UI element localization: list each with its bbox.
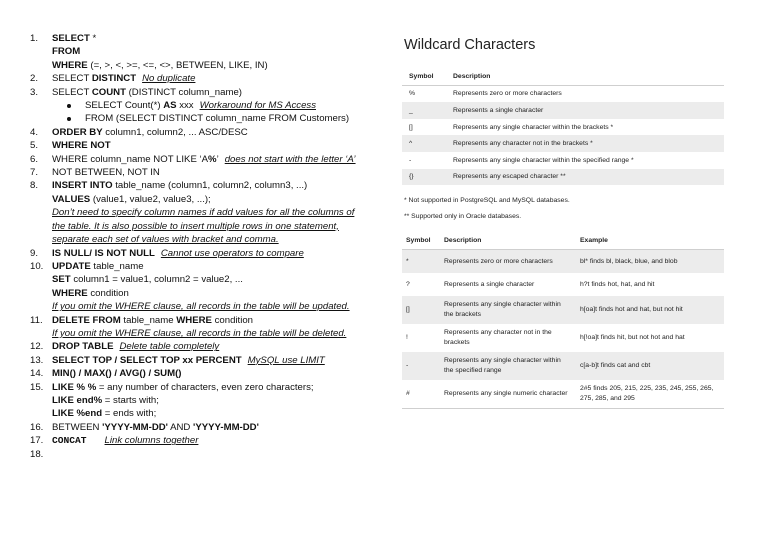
table-row [402, 324, 724, 352]
column-header: Symbol [402, 68, 446, 85]
item-number: 12. [30, 341, 44, 353]
note: does not start with the letter ‘A’ [224, 153, 356, 165]
keyword: 'YYYY-MM-DD' [193, 421, 259, 433]
footnotes [404, 193, 724, 225]
table-cell: Represents any single character within the brackets * [453, 123, 614, 131]
table-cell: - [402, 352, 440, 380]
column-header: Example [576, 232, 724, 250]
table-row [402, 352, 724, 380]
item-number: 7. [30, 167, 39, 179]
item-number: 6. [30, 153, 39, 165]
table-cell: ? [406, 280, 410, 288]
keyword: WHERE [52, 287, 88, 299]
item-number: 18. [30, 448, 44, 460]
list-item [30, 434, 380, 447]
text: condition [87, 287, 129, 299]
sql-notes-list [30, 32, 380, 460]
keyword: COUNT [91, 86, 126, 98]
text: SELECT [52, 73, 92, 85]
item-number: 8. [30, 180, 39, 192]
footnote: ** Supported only in Oracle databases. [404, 213, 522, 221]
text: BETWEEN [52, 421, 103, 433]
wildcard-examples-table [402, 232, 724, 409]
list-item [30, 166, 380, 179]
note: No duplicate [142, 73, 196, 85]
item-number: 11. [30, 314, 43, 326]
keyword: DELETE FROM [52, 314, 121, 326]
keyword: SELECT [52, 33, 90, 44]
item-number: 5. [30, 140, 39, 152]
text: table_name [90, 260, 144, 272]
table-cell: Represents a single character [444, 280, 535, 288]
text: column1, column2, ... ASC/DESC [102, 126, 248, 138]
bullet-icon [67, 104, 71, 108]
text: FROM (SELECT DISTINCT column_name FROM Customers) [85, 113, 350, 125]
list-item [30, 139, 380, 152]
list-item [30, 72, 380, 85]
item-number: 9. [30, 247, 39, 259]
item-number: 13. [30, 354, 44, 366]
list-item [30, 86, 380, 99]
table-row [402, 119, 724, 136]
keyword: DISTINCT [91, 73, 137, 85]
table-cell: Represents a single character [446, 102, 724, 119]
table-cell: [] [409, 123, 413, 131]
wildcard-characters-panel [402, 32, 724, 225]
text: WHERE column_name NOT LIKE ‘A [52, 153, 209, 165]
keyword: % [208, 153, 217, 165]
table-cell: _ [402, 102, 446, 119]
keyword: LIKE end% [52, 394, 103, 406]
table-row [402, 135, 724, 152]
bullet-icon [67, 117, 71, 121]
item-number: 14. [30, 368, 44, 380]
table-row [402, 85, 724, 102]
list-item-continuation [30, 193, 380, 206]
sub-bullet [30, 112, 380, 125]
text: = ends with; [102, 408, 157, 420]
keyword: WHERE [176, 314, 212, 326]
table-cell: Represents any character not in the brackets [444, 329, 552, 346]
table-header-row [402, 68, 724, 85]
sub-bullet [30, 99, 380, 112]
keyword: LIKE % % [52, 381, 97, 393]
list-item-continuation [30, 273, 380, 286]
text: = any number of characters, even zero characters; [96, 381, 314, 393]
item-number: 2. [30, 73, 39, 85]
note: If you omit the WHERE clause, all records in the table will be updated. [52, 301, 350, 313]
keyword: SET [52, 274, 71, 286]
table-cell: h[oa]t finds hot and hat, but not hit [576, 296, 724, 324]
list-item [30, 153, 380, 166]
keyword: VALUES [52, 193, 91, 205]
note: If you omit the WHERE clause, all records in the table will be deleted. [52, 327, 347, 339]
table-cell: - [409, 156, 412, 164]
list-item [30, 179, 380, 192]
list-item-continuation [30, 394, 380, 407]
text: ’ [216, 153, 219, 165]
table-row [402, 296, 724, 324]
list-item-continuation [30, 407, 380, 420]
table-cell: h?t finds hot, hat, and hit [580, 280, 655, 288]
text: AND [167, 421, 194, 433]
note: Workaround for MS Access [199, 100, 316, 112]
keyword: FROM [52, 46, 81, 58]
keyword: 'YYYY-MM-DD' [102, 421, 168, 433]
keyword: ORDER BY [52, 126, 103, 138]
table-cell: h[!oa]t finds hit, but not hot and hat [580, 334, 685, 341]
footnote: * Not supported in PostgreSQL and MySQL databases. [404, 197, 570, 205]
text: (=, >, <, >=, <=, <>, BETWEEN, LIKE, IN) [87, 59, 268, 71]
item-number: 3. [30, 86, 39, 98]
list-item [30, 32, 380, 45]
table-cell: * [402, 250, 440, 274]
text: column1 = value1, column2 = value2, ... [70, 274, 243, 286]
table-cell: Represents any single numeric character [444, 390, 568, 397]
table-cell: ^ [402, 135, 446, 152]
note: the table. It is also possible to insert multiple rows in one statement, [52, 220, 339, 232]
table-cell: 2#5 finds 205, 215, 225, 235, 245, 255, 265, 275, 285, and 295 [580, 385, 714, 402]
keyword: SELECT TOP / SELECT TOP xx PERCENT [52, 354, 242, 366]
table-cell: c[a-b]t finds cat and cbt [576, 352, 724, 380]
list-item [30, 354, 380, 367]
table-header-row [402, 232, 724, 250]
item-number: 10. [30, 260, 44, 272]
table-row [402, 250, 724, 274]
text: table_name (column1, column2, column3, ...) [112, 180, 308, 192]
table-row [402, 169, 724, 186]
text: (DISTINCT column_name) [125, 86, 242, 98]
list-item [30, 421, 380, 434]
list-item [30, 340, 380, 353]
keyword: CONCAT [52, 435, 87, 447]
item-number: 4. [30, 126, 39, 138]
keyword: UPDATE [52, 260, 91, 272]
table-row [402, 273, 724, 296]
column-header: Symbol [402, 232, 440, 250]
keyword: IS NULL/ IS NOT NULL [52, 247, 155, 259]
list-item [30, 367, 380, 380]
text: xxx [176, 100, 194, 112]
text: NOT BETWEEN, NOT IN [52, 167, 160, 179]
table-row [402, 102, 724, 119]
list-item-continuation [30, 45, 380, 58]
text: (value1, value2, value3, ...); [90, 193, 211, 205]
text: = starts with; [102, 394, 159, 406]
text: * [89, 33, 97, 44]
table-row [402, 380, 724, 409]
table-cell: Represents any single character within the specified range * [453, 156, 634, 164]
column-header: Description [440, 232, 576, 250]
list-item-continuation [30, 59, 380, 72]
list-item [30, 260, 380, 273]
note: Don’t need to specify column names if add values for all the columns of [52, 207, 355, 219]
panel-title: Wildcard Characters [404, 37, 536, 53]
list-item-continuation [30, 287, 380, 300]
item-number: 1. [30, 33, 39, 44]
table-cell: Represents any single character within the brackets [440, 296, 576, 324]
keyword: DROP TABLE [52, 341, 114, 353]
note: Cannot use operators to compare [160, 247, 304, 259]
list-item [30, 247, 380, 260]
text: table_name [120, 314, 177, 326]
table-cell: # [406, 390, 410, 397]
keyword: WHERE [52, 59, 88, 71]
note: Delete table completely [119, 341, 220, 353]
list-item [30, 126, 380, 139]
table-cell: Represents zero or more characters [453, 90, 562, 98]
table-cell: % [409, 90, 416, 98]
table-cell: ! [406, 334, 408, 341]
keyword: MIN() / MAX() / AVG() / SUM() [52, 368, 182, 380]
table-cell: [] [402, 296, 440, 324]
wildcard-table [402, 68, 724, 185]
item-number: 15. [30, 381, 44, 393]
item-number: 16. [30, 421, 44, 433]
note: MySQL use LIMIT [247, 354, 325, 366]
table-cell: Represents any character not in the brackets * [446, 135, 724, 152]
text: condition [211, 314, 254, 326]
text: SELECT [52, 86, 92, 98]
table-cell: Represents zero or more characters [440, 250, 576, 274]
table-cell: Represents any escaped character ** [446, 169, 724, 186]
item-number: 17. [30, 435, 44, 447]
list-item [30, 381, 380, 394]
table-cell: Represents any single character within the specified range [440, 352, 576, 380]
table-cell: bl* finds bl, black, blue, and blob [576, 250, 724, 274]
keyword: INSERT INTO [52, 180, 113, 192]
note: Link columns together [104, 435, 199, 447]
keyword: WHERE NOT [52, 140, 111, 152]
wildcard-examples-panel [402, 232, 724, 409]
list-item [30, 314, 380, 327]
keyword: AS [163, 100, 177, 112]
table-row [402, 152, 724, 169]
keyword: LIKE %end [52, 408, 103, 420]
table-cell: {} [402, 169, 446, 186]
column-header: Description [446, 68, 724, 85]
text: SELECT Count(*) [85, 100, 164, 112]
note: separate each set of values with bracket and comma. [52, 234, 279, 246]
